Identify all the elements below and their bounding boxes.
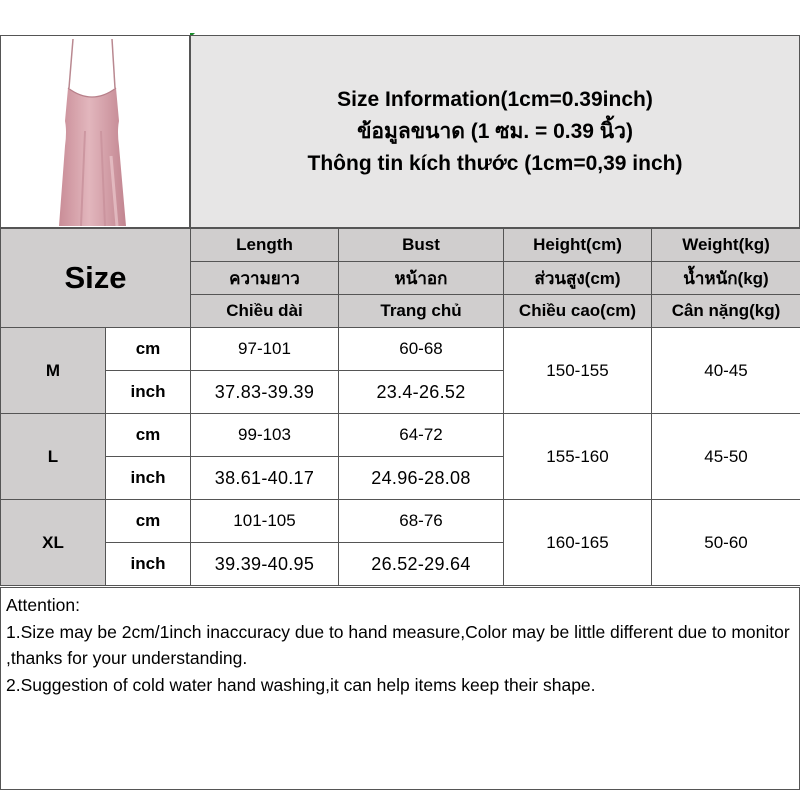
- length-inch: 37.83-39.39: [191, 371, 339, 414]
- header-row: [1, 229, 800, 262]
- col-length-th: ความยาว: [191, 262, 339, 295]
- col-weight-vi: Cân nặng(kg): [652, 295, 800, 328]
- attention-note-1: 1.Size may be 2cm/1inch inaccuracy due to hand measure,Color may be little different due to monitor ,thanks for your understanding.: [6, 621, 790, 668]
- size-label-l: L: [1, 414, 106, 500]
- unit-label-inch: inch: [106, 543, 191, 586]
- unit-label-inch: inch: [106, 457, 191, 500]
- height-range: 155-160: [504, 414, 652, 500]
- col-height-en: Height(cm): [504, 229, 652, 262]
- size-header: Size: [1, 229, 191, 328]
- col-bust-th: หน้าอก: [339, 262, 504, 295]
- info-line-vietnamese: Thông tin kích thước (1cm=0,39 inch): [307, 151, 683, 175]
- col-weight-en: Weight(kg): [652, 229, 800, 262]
- length-cm: 101-105: [191, 500, 339, 543]
- attention-notes: [0, 587, 800, 790]
- info-line-thai: ข้อมูลขนาด (1 ซม. = 0.39 นิ้ว): [357, 119, 633, 143]
- col-weight-th: น้ำหนัก(kg): [652, 262, 800, 295]
- size-label-xl: XL: [1, 500, 106, 586]
- bust-cm: 64-72: [339, 414, 504, 457]
- height-range: 160-165: [504, 500, 652, 586]
- col-bust-vi: Trang chủ: [339, 295, 504, 328]
- size-table: [0, 228, 800, 586]
- size-info-banner: [190, 35, 800, 228]
- weight-range: 40-45: [652, 328, 800, 414]
- info-line-english: Size Information(1cm=0.39inch): [337, 87, 653, 111]
- length-cm: 99-103: [191, 414, 339, 457]
- length-cm: 97-101: [191, 328, 339, 371]
- col-height-vi: Chiều cao(cm): [504, 295, 652, 328]
- bust-inch: 23.4-26.52: [339, 371, 504, 414]
- unit-label-cm: cm: [106, 500, 191, 543]
- weight-range: 45-50: [652, 414, 800, 500]
- unit-label-cm: cm: [106, 414, 191, 457]
- length-inch: 38.61-40.17: [191, 457, 339, 500]
- col-length-en: Length: [191, 229, 339, 262]
- bust-inch: 24.96-28.08: [339, 457, 504, 500]
- attention-note-2: 2.Suggestion of cold water hand washing,it can help items keep their shape.: [6, 674, 596, 695]
- size-label-m: M: [1, 328, 106, 414]
- attention-title: Attention:: [6, 595, 80, 615]
- table-row: [1, 414, 800, 457]
- col-height-th: ส่วนสูง(cm): [504, 262, 652, 295]
- height-range: 150-155: [504, 328, 652, 414]
- bust-cm: 60-68: [339, 328, 504, 371]
- bust-cm: 68-76: [339, 500, 504, 543]
- table-row: [1, 328, 800, 371]
- table-row: [1, 500, 800, 543]
- bust-inch: 26.52-29.64: [339, 543, 504, 586]
- unit-label-cm: cm: [106, 328, 191, 371]
- col-bust-en: Bust: [339, 229, 504, 262]
- product-photo: [0, 35, 190, 228]
- weight-range: 50-60: [652, 500, 800, 586]
- length-inch: 39.39-40.95: [191, 543, 339, 586]
- size-chart: [0, 35, 800, 790]
- col-length-vi: Chiều dài: [191, 295, 339, 328]
- slip-dress-image: [1, 36, 189, 227]
- unit-label-inch: inch: [106, 371, 191, 414]
